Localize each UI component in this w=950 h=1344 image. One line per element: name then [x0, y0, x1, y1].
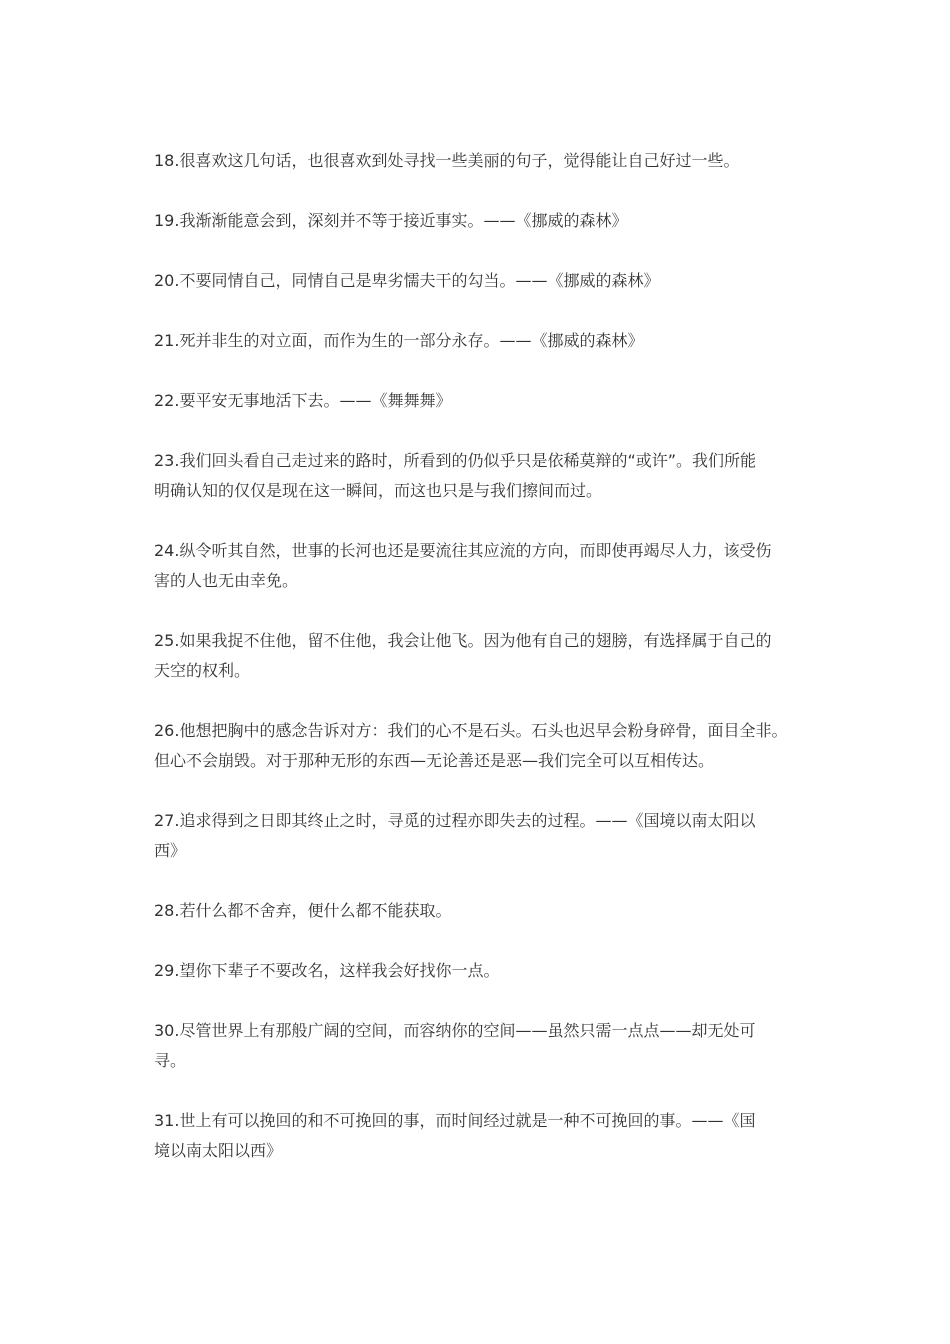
- quote-29-line-1: 29.望你下辈子不要改名，这样我会好找你一点。: [154, 961, 500, 980]
- quote-20-line-1: 20.不要同情自己，同情自己是卑劣懦夫干的勾当。——《挪威的森林》: [154, 271, 660, 290]
- quote-24: [154, 536, 814, 596]
- quote-19-line-1: 19.我渐渐能意会到，深刻并不等于接近事实。——《挪威的森林》: [154, 211, 628, 230]
- quote-26-line-1: 26.他想把胸中的感念告诉对方：我们的心不是石头。石头也迟早会粉身碎骨，面目全非。: [154, 721, 788, 740]
- quote-30-line-2: 寻。: [154, 1051, 187, 1070]
- quote-22: [154, 386, 814, 416]
- quote-26: [154, 716, 814, 776]
- quote-27-line-1: 27.追求得到之日即其终止之时，寻觅的过程亦即失去的过程。——《国境以南太阳以: [154, 811, 756, 830]
- quote-31-line-2: 境以南太阳以西》: [154, 1141, 283, 1160]
- quote-18-line-1: 18.很喜欢这几句话，也很喜欢到处寻找一些美丽的句子，觉得能让自己好过一些。: [154, 151, 740, 170]
- quote-24-line-2: 害的人也无由幸免。: [154, 571, 299, 590]
- quote-28: [154, 896, 814, 926]
- quote-31-line-1: 31.世上有可以挽回的和不可挽回的事，而时间经过就是一种不可挽回的事。——《国: [154, 1111, 756, 1130]
- quote-list: [154, 146, 814, 1196]
- quote-23: [154, 446, 814, 506]
- quote-30-line-1: 30.尽管世界上有那般广阔的空间，而容纳你的空间——虽然只需一点点——却无处可: [154, 1021, 756, 1040]
- quote-24-line-1: 24.纵令听其自然，世事的长河也还是要流往其应流的方向，而即使再竭尽人力，该受伤: [154, 541, 772, 560]
- quote-29: [154, 956, 814, 986]
- quote-27: [154, 806, 814, 866]
- quote-23-line-2: 明确认知的仅仅是现在这一瞬间，而这也只是与我们擦间而过。: [154, 481, 603, 500]
- quote-31: [154, 1106, 814, 1166]
- quote-23-line-1: 23.我们回头看自己走过来的路时，所看到的仍似乎只是依稀莫辩的“或许”。我们所能: [154, 451, 757, 470]
- quote-25: [154, 626, 814, 686]
- quote-27-line-2: 西》: [154, 841, 187, 860]
- quote-22-line-1: 22.要平安无事地活下去。——《舞舞舞》: [154, 391, 452, 410]
- quote-18: [154, 146, 814, 176]
- quote-21: [154, 326, 814, 356]
- quote-26-line-2: 但心不会崩毁。对于那种无形的东西—无论善还是恶—我们完全可以互相传达。: [154, 751, 715, 770]
- quote-25-line-2: 天空的权利。: [154, 661, 251, 680]
- quote-19: [154, 206, 814, 236]
- quote-20: [154, 266, 814, 296]
- quote-25-line-1: 25.如果我捉不住他，留不住他，我会让他飞。因为他有自己的翅膀，有选择属于自己的: [154, 631, 772, 650]
- quote-30: [154, 1016, 814, 1076]
- quote-28-line-1: 28.若什么都不舍弃，便什么都不能获取。: [154, 901, 452, 920]
- quote-21-line-1: 21.死并非生的对立面，而作为生的一部分永存。——《挪威的森林》: [154, 331, 644, 350]
